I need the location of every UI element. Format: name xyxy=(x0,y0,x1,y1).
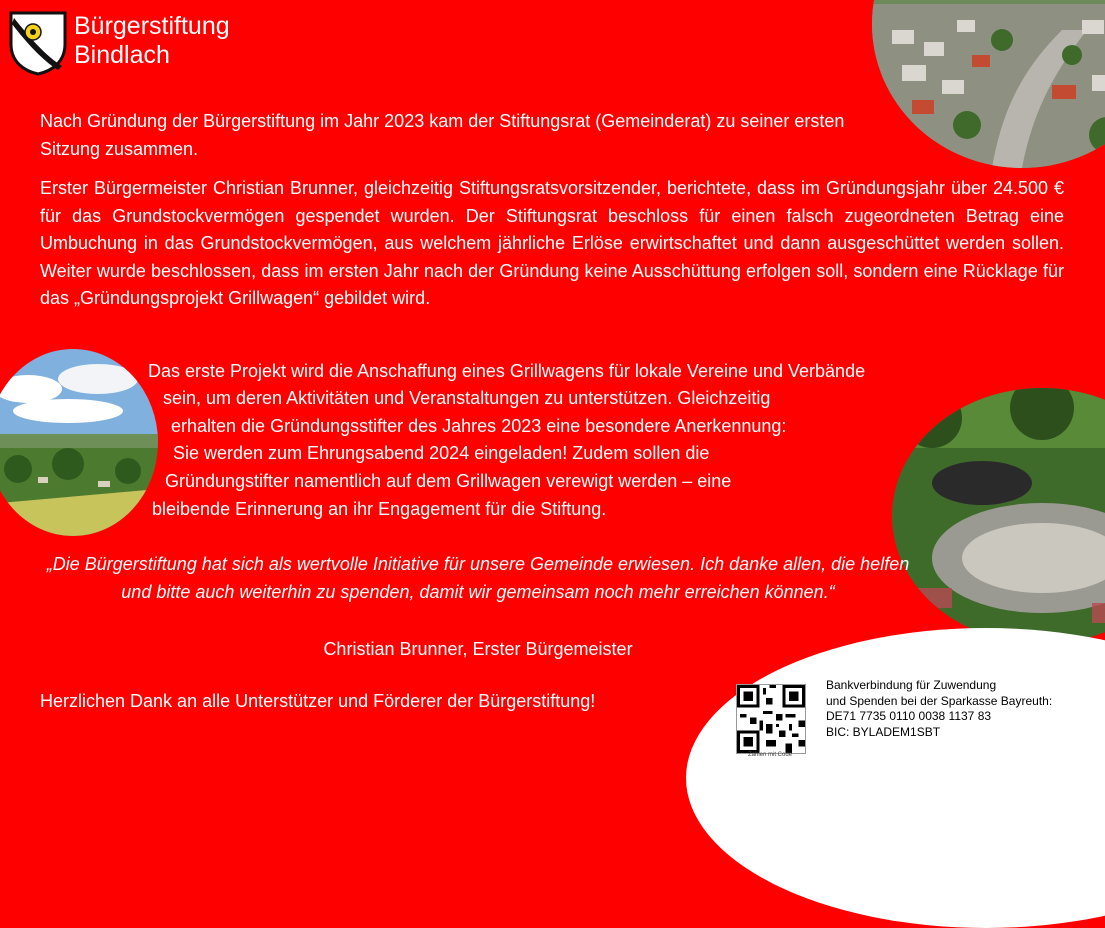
bank-info-background xyxy=(686,628,1105,928)
project-line: Gründungstifter namentlich auf dem Grillwagen verewigt werden – eine xyxy=(165,471,732,491)
coat-of-arms-logo xyxy=(8,10,68,76)
outdoor-concert-photo xyxy=(892,388,1105,644)
bank-details xyxy=(826,678,1052,740)
bank-bic: BIC: BYLADEM1SBT xyxy=(826,724,941,739)
bank-line1: Bankverbindung für Zuwendung xyxy=(826,678,997,692)
project-line: sein, um deren Aktivitäten und Veranstaltungen zu unterstützen. Gleichzeitig xyxy=(163,388,771,408)
project-line: Das erste Projekt wird die Anschaffung eines Grillwagens für lokale Vereine und Verbände xyxy=(148,361,866,381)
project-line: erhalten die Gründungsstifter des Jahres 2023 eine besondere Anerkennung: xyxy=(171,416,787,436)
project-line: bleibende Erinnerung an ihr Engagement für die Stiftung. xyxy=(152,499,607,519)
village-aerial-photo xyxy=(872,0,1105,168)
project-line: Sie werden zum Ehrungsabend 2024 eingeladen! Zudem sollen die xyxy=(173,443,710,463)
quote-author: Christian Brunner, Erster Bürgemeister xyxy=(323,639,633,659)
report-paragraph: Erster Bürgermeister Christian Brunner, gleichzeitig Stiftungsratsvorsitzender, berichtete, dass im Gründungsjahr über 24.500 € für das Grundstockvermögen gespendet wurden. Der Stiftungsrat beschloss für einen falsch zugeordneten Betrag eine Umbuchung in das Grundstockvermögen, aus welchem jährliche Erlöse erwirtschaftet und dann ausgeschüttet werden sollen. Weiter wurde beschlossen, dass im ersten Jahr nach der Gründung keine Ausschüttung erfolgen soll, sondern eine Rücklage für das „Gründungsprojekt Grillwagen“ gebildet wird. xyxy=(40,178,1064,308)
landscape-photo xyxy=(0,349,158,536)
girocode-qr-code xyxy=(736,684,806,754)
thanks-message: Herzlichen Dank an alle Unterstützer und Förderer der Bürgerstiftung! xyxy=(40,691,596,711)
org-name-line1: Bürgerstiftung xyxy=(74,12,230,40)
organization-name xyxy=(74,12,230,70)
org-name-line2: Bindlach xyxy=(74,41,170,69)
qr-caption: Zahlen mit Code xyxy=(747,752,793,758)
bank-line2: und Spenden bei der Sparkasse Bayreuth: xyxy=(826,693,1053,708)
quote-text: „Die Bürgerstiftung hat sich als wertvolle Initiative für unsere Gemeinde erwiesen. Ich danke allen, die helfen und bitte auch weiterhin zu spenden, damit wir gemeinsam noch mehr erreichen können.“ xyxy=(46,554,910,602)
bank-iban: DE71 7735 0110 0038 1137 83 xyxy=(826,709,992,723)
intro-paragraph: Nach Gründung der Bürgerstiftung im Jahr 2023 kam der Stiftungsrat (Gemeinderat) zu seiner ersten Sitzung zusammen. xyxy=(40,111,845,159)
